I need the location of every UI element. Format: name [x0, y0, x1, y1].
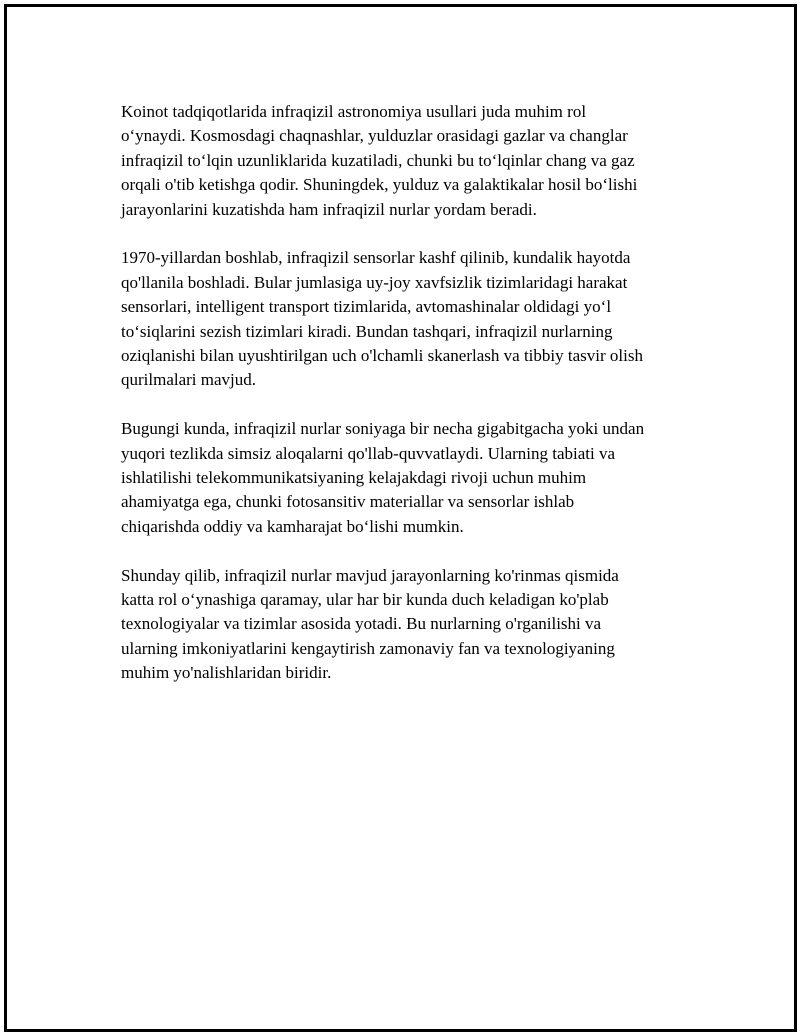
paragraph-4: Shunday qilib, infraqizil nurlar mavjud jarayonlarning ko'rinmas qismida katta rol o‘ynashiga qaramay, ular har bir kunda duch keladigan ko'plab texnologiyalar va tizimlar asosida yotadi. Bu nurlarning o'rganilishi va ularning imkoniyatlarini kengaytirish zamonaviy fan va texnologiyaning muhim yo'nalishlaridan biridir.: [121, 565, 619, 683]
document-body: [121, 100, 701, 710]
page-frame: [4, 4, 797, 1032]
paragraph-1: Koinot tadqiqotlarida infraqizil astronomiya usullari juda muhim rol o‘ynaydi. Kosmosdagi chaqnashlar, yulduzlar orasidagi gazlar va changlar infraqizil to‘lqin uzunliklarida kuzatiladi, chunki bu to‘lqinlar chang va gaz orqali o'tib ketishga qodir. Shuningdek, yulduz va galaktikalar hosil bo‘lishi jarayonlarini kuzatishda ham infraqizil nurlar yordam beradi.: [121, 102, 638, 219]
paragraph-2: 1970-yillardan boshlab, infraqizil sensorlar kashf qilinib, kundalik hayotda qo'llanila boshladi. Bular jumlasiga uy-joy xavfsizlik tizimlaridagi harakat sensorlari, intelligent transport tizimlarida, avtomashinalar oldidagi yo‘l to‘siqlarini sezish tizimlari kiradi. Bundan tashqari, infraqizil nurlarning oziqlanishi bilan uyushtirilgan uch o'lchamli skanerlash va tibbiy tasvir olish qurilmalari mavjud.: [121, 248, 643, 390]
paragraph-3: Bugungi kunda, infraqizil nurlar soniyaga bir necha gigabitgacha yoki undan yuqori tezlikda simsiz aloqalarni qo'llab-quvvatlaydi. Ularning tabiati va ishlatilishi telekommunikatsiyaning kelajakdagi rivoji uchun muhim ahamiyatga ega, chunki fotosansitiv materiallar va sensorlar ishlab chiqarishda oddiy va kamharajat bo‘lishi mumkin.: [121, 419, 645, 536]
